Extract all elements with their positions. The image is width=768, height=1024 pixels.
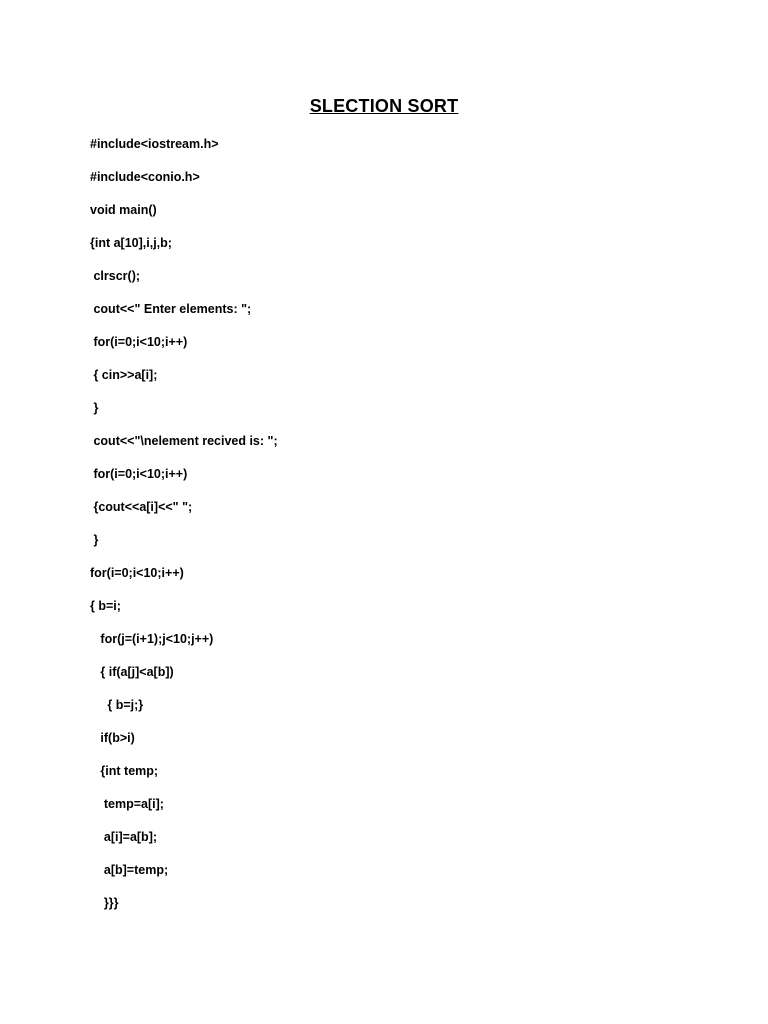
code-line: { b=i;: [90, 599, 121, 613]
code-line: { if(a[j]<a[b]): [90, 665, 174, 679]
code-line: { b=j;}: [90, 698, 144, 712]
code-line: }: [90, 533, 99, 547]
code-line: cout<<"\nelement recived is: ";: [90, 434, 278, 448]
code-line: for(i=0;i<10;i++): [90, 467, 188, 481]
code-line: #include<iostream.h>: [90, 137, 219, 151]
code-listing: [90, 134, 278, 926]
code-line: for(i=0;i<10;i++): [90, 566, 184, 580]
code-line: { cin>>a[i];: [90, 368, 158, 382]
code-line: for(j=(i+1);j<10;j++): [90, 632, 214, 646]
code-line: }: [90, 401, 99, 415]
code-line: void main(): [90, 203, 157, 217]
code-line: temp=a[i];: [90, 797, 164, 811]
code-line: {cout<<a[i]<<" ";: [90, 500, 193, 514]
code-line: a[b]=temp;: [90, 863, 169, 877]
code-line: if(b>i): [90, 731, 135, 745]
code-line: {int temp;: [90, 764, 159, 778]
code-line: {int a[10],i,j,b;: [90, 236, 172, 250]
code-line: #include<conio.h>: [90, 170, 200, 184]
code-line: cout<<" Enter elements: ";: [90, 302, 252, 316]
code-line: clrscr();: [90, 269, 141, 283]
code-line: a[i]=a[b];: [90, 830, 158, 844]
code-line: }}}: [90, 896, 119, 910]
document-title: SLECTION SORT: [309, 96, 459, 116]
code-line: for(i=0;i<10;i++): [90, 335, 188, 349]
